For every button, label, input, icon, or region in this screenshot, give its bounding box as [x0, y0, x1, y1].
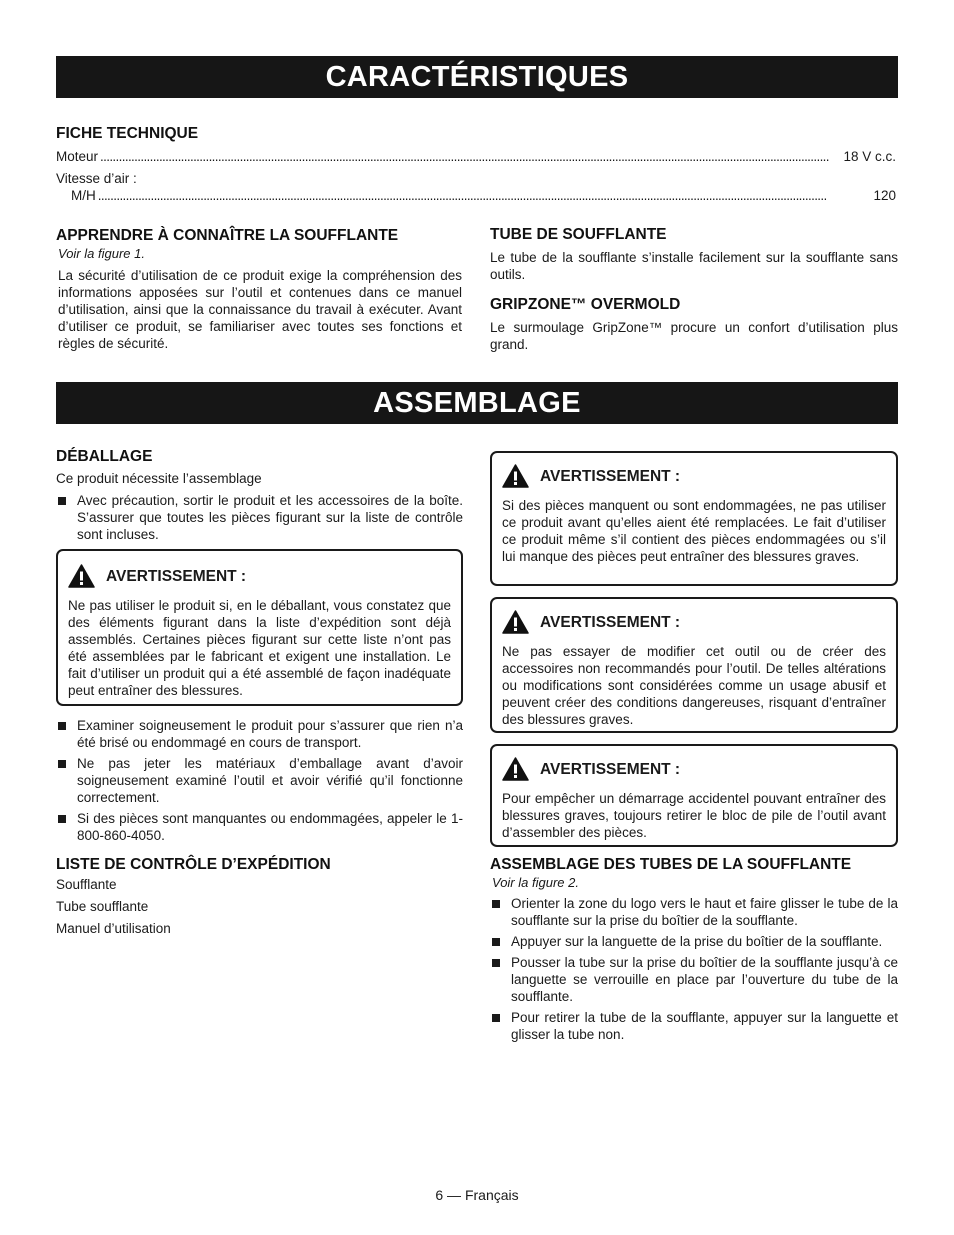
list-item: Orienter la zone du logo vers le haut et faire glisser le tube de la soufflante sur la prise du boîtier de la soufflante.: [490, 895, 898, 929]
section-apprendre: [56, 226, 462, 352]
spec-label: M/H: [71, 188, 96, 203]
list-item: Pour retirer la tube de la soufflante, appuyer sur la languette et glisser la tube non.: [490, 1009, 898, 1043]
deballage-intro: Ce produit nécessite l’assemblage: [56, 471, 262, 486]
warning-triangle-icon: [502, 757, 529, 781]
list-item: Tube soufflante: [56, 899, 149, 914]
warning-header: [502, 610, 886, 634]
section-banner-assemblage: ASSEMBLAGE: [56, 382, 898, 424]
warning-header: [502, 757, 886, 781]
warning-title: AVERTISSEMENT :: [540, 467, 681, 485]
list-item: Avec précaution, sortir le produit et les accessoires de la boîte. S’assurer que toutes les pièces figurant sur la liste de contrôle sont incluses.: [56, 492, 463, 543]
liste-controle-heading: LISTE DE CONTRÔLE D’EXPÉDITION: [56, 856, 331, 873]
warning-title: AVERTISSEMENT :: [540, 613, 681, 631]
spec-value: 120: [873, 188, 896, 203]
warning-text: Pour empêcher un démarrage accidentel pouvant entraîner des blessures graves, toujours retirer le bloc de pile de l’outil avant d’assembler des pièces.: [502, 791, 886, 840]
leader-dots: [98, 187, 872, 204]
apprendre-paragraph: La sécurité d’utilisation de ce produit exige la compréhension des informations apposées sur l’outil et contenues dans ce manuel d’utilisation, ainsi que la connaissance du travail à exécuter. Avant d’utiliser ce produit, se familiariser avec toutes ses fonctions et règles de sécurité.: [58, 268, 462, 351]
tube-paragraph: Le tube de la soufflante s’installe facilement sur la soufflante sans outils.: [490, 250, 898, 282]
section-banner-caracteristiques: CARACTÉRISTIQUES: [56, 56, 898, 98]
deballage-followup: [56, 717, 463, 942]
list-item: Si des pièces sont manquantes ou endommagées, appeler le 1-800-860-4050.: [56, 810, 463, 844]
list-item: Examiner soigneusement le produit pour s’assurer que rien n’a été brisé ou endommagé en cours de transport.: [56, 717, 463, 751]
section-tube: [490, 225, 898, 353]
section-deballage: [56, 447, 463, 547]
warning-text: Si des pièces manquent ou sont endommagées, ne pas utiliser ce produit avant qu’elles aient été remplacées. Le fait d’utiliser ce produit même s’il contient des pièces endommagées ou s’il lui manque des pièces peut entraîner des blessures graves.: [502, 498, 886, 564]
warning-triangle-icon: [502, 610, 529, 634]
tube-heading: TUBE DE SOUFFLANTE: [490, 226, 667, 243]
assemblage-tubes-heading: ASSEMBLAGE DES TUBES DE LA SOUFFLANTE: [490, 856, 852, 873]
leader-dots: [100, 148, 841, 165]
list-item: Pousser la tube sur la prise du boîtier de la soufflante jusqu’à ce languette se verrouille en place par l’ouverture du tube de la soufflante.: [490, 954, 898, 1005]
warning-box-demarrage: [490, 744, 898, 847]
assemblage-tubes-list: [490, 895, 898, 1043]
deballage-list: [56, 492, 463, 543]
spec-value: 18 V c.c.: [843, 149, 896, 164]
spec-row-moteur: [56, 148, 896, 165]
warning-header: [68, 564, 451, 588]
warning-title: AVERTISSEMENT :: [540, 760, 681, 778]
warning-triangle-icon: [68, 564, 95, 588]
list-item: Ne pas jeter les matériaux d’emballage avant d’avoir soigneusement examiné l’outil et avoir vérifié qu’il fonctionne correctement.: [56, 755, 463, 806]
deballage-heading: DÉBALLAGE: [56, 448, 153, 465]
warning-title: AVERTISSEMENT :: [106, 567, 247, 585]
section-assemblage-tubes: [490, 855, 898, 1047]
warning-header: [502, 464, 886, 488]
deballage-bullets: [56, 717, 463, 844]
warning-triangle-icon: [502, 464, 529, 488]
spec-row-mh: [71, 187, 896, 204]
list-item: Appuyer sur la languette de la prise du boîtier de la soufflante.: [490, 933, 898, 950]
warning-box-pieces: [490, 451, 898, 586]
liste-controle-items: [56, 876, 463, 937]
warning-box-deballage: [56, 549, 463, 706]
list-item: Soufflante: [56, 877, 117, 892]
spec-label: Moteur: [56, 149, 99, 164]
gripzone-paragraph: Le surmoulage GripZone™ procure un confort d’utilisation plus grand.: [490, 320, 898, 352]
list-item: Manuel d’utilisation: [56, 921, 171, 936]
fiche-technique-heading: FICHE TECHNIQUE: [56, 125, 199, 142]
spec-label-vitesse: Vitesse d’air :: [56, 171, 137, 186]
warning-text: Ne pas utiliser le produit si, en le déballant, vous constatez que des éléments figurant dans la liste d’expédition sont déjà assemblés. Certaines pièces figurant sur cette liste n’ont pas été assemblées par le fabricant et exigent une installation. Le fait d’utiliser un produit qui a été assemblé de façon inadéquate peut entraîner des blessures.: [68, 598, 451, 698]
figure-reference: Voir la figure 1.: [58, 246, 145, 261]
apprendre-heading: APPRENDRE À CONNAÎTRE LA SOUFFLANTE: [56, 227, 399, 244]
gripzone-heading: GRIPZONE™ OVERMOLD: [490, 296, 681, 313]
warning-box-modification: [490, 597, 898, 733]
warning-text: Ne pas essayer de modifier cet outil ou de créer des accessoires non recommandés pour l’outil. De telles altérations ou modifications sont considérées comme un usage abusif et peuvent créer des conditions dangereuses, risquant d’entraîner des blessures graves.: [502, 644, 886, 727]
page-footer: 6 — Français: [435, 1187, 519, 1203]
figure-reference: Voir la figure 2.: [492, 875, 579, 890]
